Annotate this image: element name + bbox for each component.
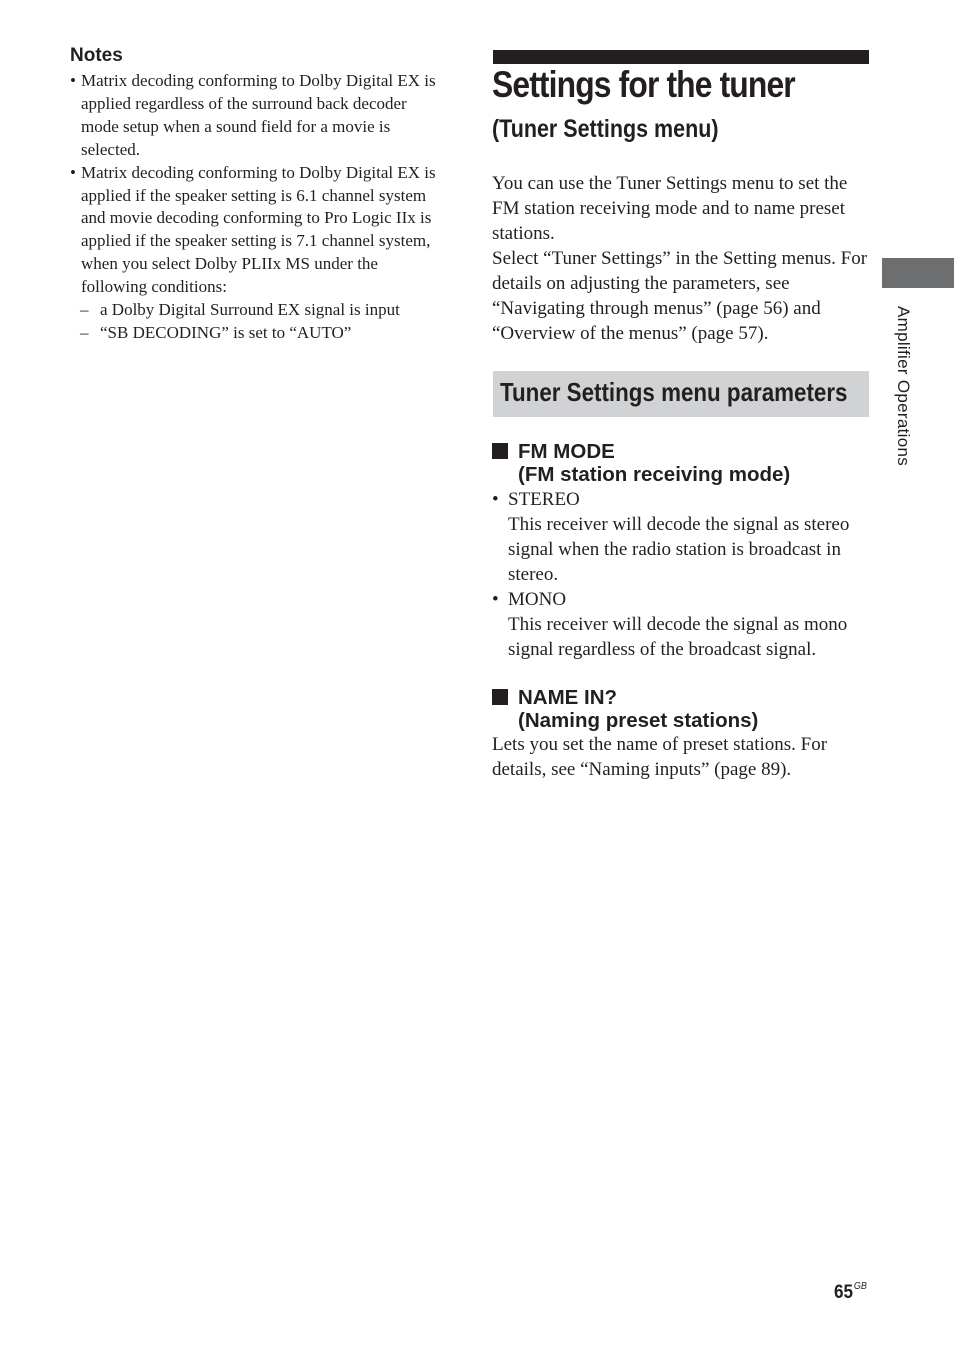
option-desc: This receiver will decode the signal as mono signal regardless of the broadcast signal.	[508, 614, 848, 660]
square-bullet-icon	[492, 689, 508, 705]
option-name: STEREO	[508, 489, 580, 510]
note-sub-list	[81, 299, 448, 344]
page-number	[834, 1281, 867, 1304]
option-desc: This receiver will decode the signal as stereo signal when the radio station is broadcast in stereo.	[508, 514, 850, 585]
page-title: Settings for the tuner	[492, 64, 795, 105]
note-item	[70, 162, 448, 344]
param-name: FM MODE	[518, 440, 615, 463]
notes-list	[70, 70, 448, 344]
dash-icon: –	[80, 300, 89, 320]
note-sub-text: “SB DECODING” is set to “AUTO”	[100, 322, 352, 342]
param-heading-name-in	[492, 686, 758, 732]
bullet-icon: •	[70, 162, 76, 182]
param-description: (Naming preset stations)	[518, 709, 759, 732]
chapter-label: Amplifier Operations	[894, 306, 913, 467]
dash-icon: –	[80, 322, 89, 342]
heading-rule	[493, 50, 869, 64]
intro-paragraph: You can use the Tuner Settings menu to set the FM station receiving mode and to name preset stations.	[492, 173, 848, 244]
note-sub-text: a Dolby Digital Surround EX signal is input	[100, 300, 400, 320]
fm-mode-options	[492, 487, 870, 662]
bullet-icon: •	[70, 71, 76, 90]
intro-instructions: Select “Tuner Settings” in the Setting menus. For details on adjusting the parameters, see “Navigating through menus” (page 56) and “Overview of the menus” (page 57).	[492, 248, 868, 344]
param-description: (FM station receiving mode)	[518, 463, 791, 486]
note-text: Matrix decoding conforming to Dolby Digital EX is applied if the speaker setting is 6.1 channel system and movie decoding conforming to Pro Logic IIx is applied if the speaker setting is 7.1 channel system, when you select Dolby PLIIx MS under the following conditions:	[81, 162, 436, 297]
note-sub-item	[70, 299, 448, 322]
option-item	[492, 487, 870, 587]
section-heading-band	[493, 371, 869, 417]
page-number-suffix: GB	[853, 1281, 867, 1292]
page-subtitle: (Tuner Settings menu)	[492, 115, 719, 143]
bullet-icon: •	[492, 489, 499, 510]
bullet-icon: •	[492, 589, 499, 610]
square-bullet-icon	[492, 443, 508, 459]
option-item	[492, 587, 870, 662]
param-heading-fm-mode	[492, 440, 790, 486]
param-name: NAME IN?	[518, 686, 618, 709]
page-number-value: 65	[834, 1282, 854, 1303]
notes-heading: Notes	[70, 45, 123, 66]
section-heading: Tuner Settings menu parameters	[500, 377, 848, 407]
note-sub-item	[70, 322, 448, 345]
chapter-tab	[882, 258, 954, 288]
option-name: MONO	[508, 589, 567, 610]
note-item	[70, 70, 448, 162]
name-in-description: Lets you set the name of preset stations. For details, see “Naming inputs” (page 89).	[492, 734, 828, 780]
note-text: Matrix decoding conforming to Dolby Digital EX is applied regardless of the surround back decoder mode setup when a sound field for a movie is selected.	[81, 71, 436, 159]
